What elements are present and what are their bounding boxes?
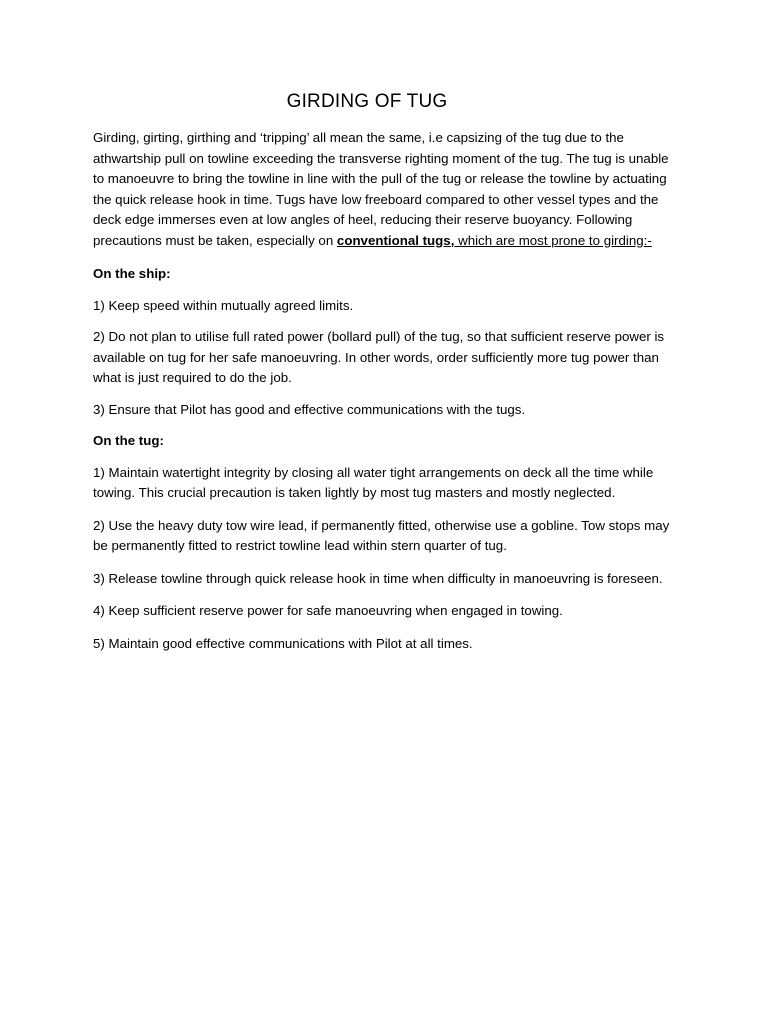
intro-text: Girding, girting, girthing and ‘tripping’ all mean the same, i.e capsizing of the tug due to the athwartship pull on towline exceeding the transverse righting moment of the tug. The tug is unable to manoeuvre to bring the towline in line with the pull of the tug or release the towline by actuating the quick release hook in time. Tugs have low freeboard compared to other vessel types and the deck edge immerses even at low angles of heel, reducing their reserve buoyancy. Following precautions must be taken, especially on [93,130,669,248]
ship-item-2: 2) Do not plan to utilise full rated power (bollard pull) of the tug, so that sufficient reserve power is available on tug for her safe manoeuvring. In other words, order sufficiently more tug power than what is just required to do the job. [93,329,665,385]
intro-tail: which are most prone to girding:- [458,232,652,248]
ship-item-1: 1) Keep speed within mutually agreed limits. [93,297,354,313]
document-body [93,128,683,666]
ship-item-3: 3) Ensure that Pilot has good and effective communications with the tugs. [93,401,526,417]
tug-section-heading: On the tug: [93,433,164,448]
intro-paragraph [93,128,683,251]
tug-item-1: 1) Maintain watertight integrity by closing all water tight arrangements on deck all the time while towing. This crucial precaution is taken lightly by most tug masters and mostly neglected. [93,464,654,500]
tug-item-2: 2) Use the heavy duty tow wire lead, if permanently fitted, otherwise use a gobline. Tow stops may be permanently fitted to restrict towline lead within stern quarter of tug. [93,517,670,553]
tug-item-3: 3) Release towline through quick release hook in time when difficulty in manoeuvring is foreseen. [93,570,663,586]
tug-item-4: 4) Keep sufficient reserve power for safe manoeuvring when engaged in towing. [93,603,563,618]
intro-emphasis: conventional tugs, [336,232,459,248]
ship-section-heading: On the ship: [93,266,171,281]
tug-item-5: 5) Maintain good effective communications with Pilot at all times. [93,635,473,651]
document-title: GIRDING OF TUG [286,91,448,112]
